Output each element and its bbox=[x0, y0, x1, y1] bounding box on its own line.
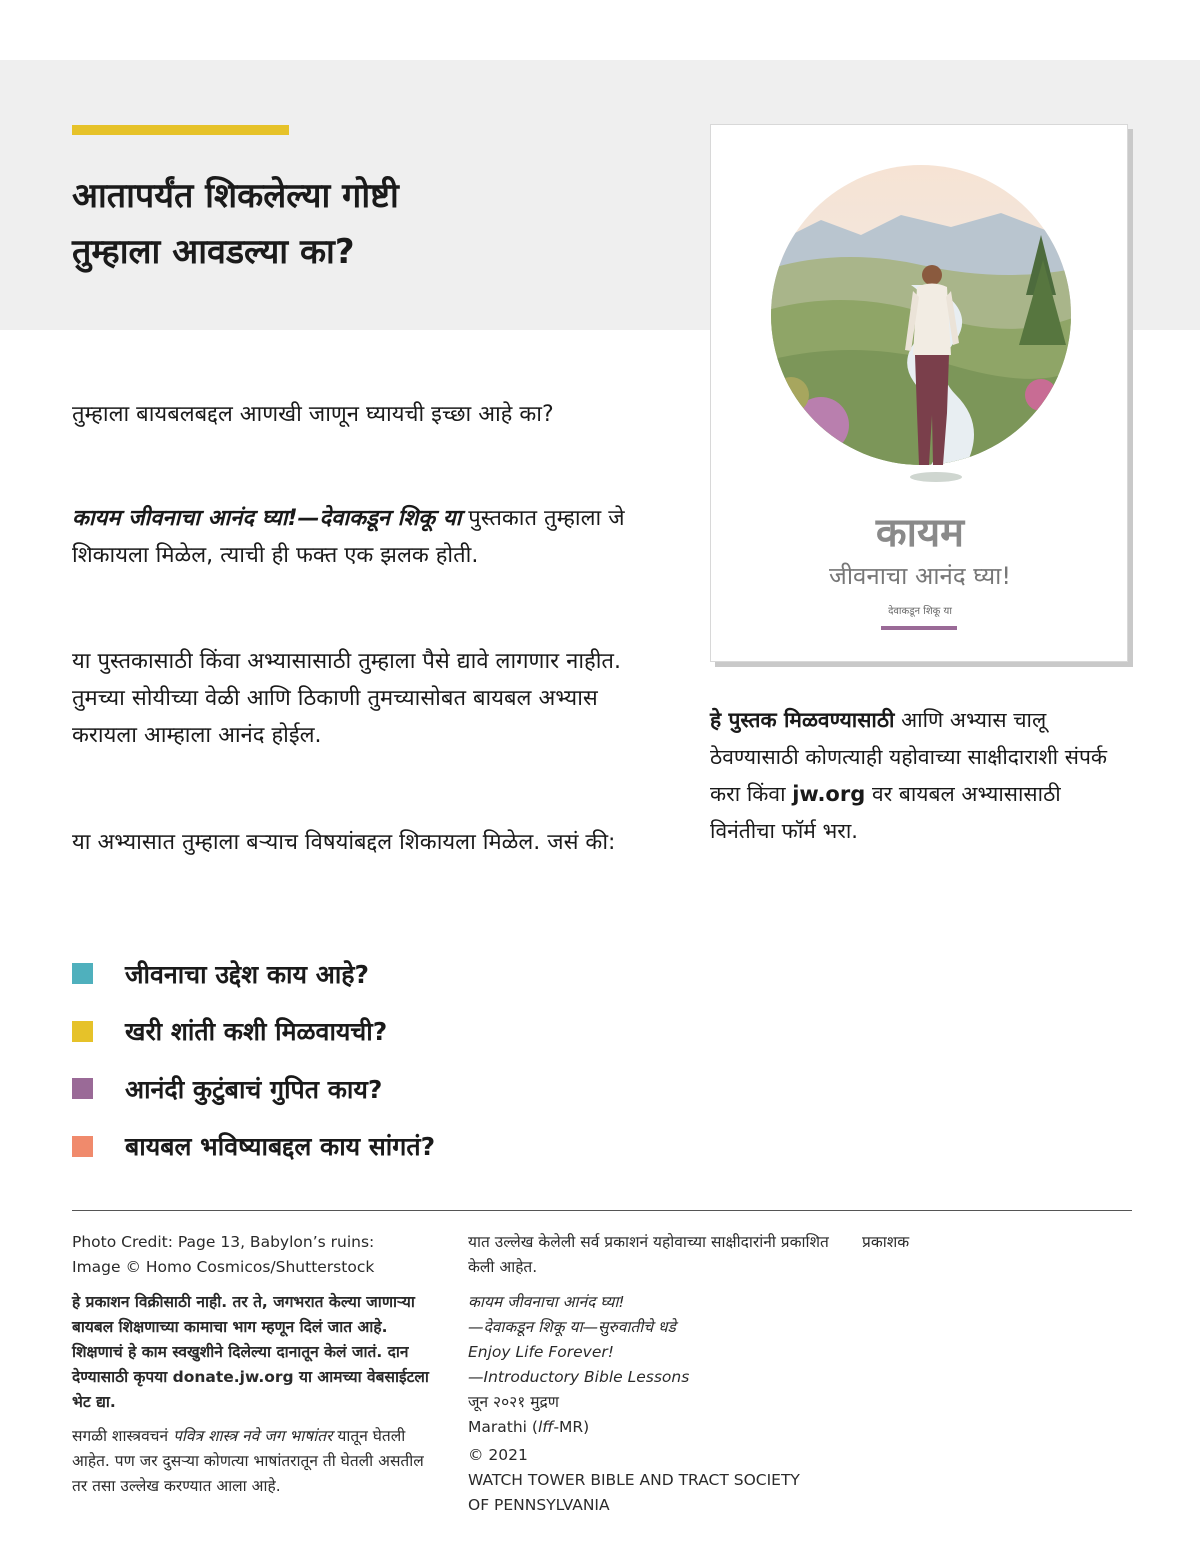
language-post: -MR) bbox=[553, 1418, 590, 1436]
printing-date: जून २०२१ मुद्रण bbox=[468, 1393, 559, 1411]
square-marker-icon bbox=[72, 1078, 93, 1099]
get-book-text1: आणि अभ्यास चालू ठेवण्यासाठी कोणत्याही यहोवाच्या साक्षीदाराशी संपर्क करा किंवा bbox=[710, 708, 1108, 806]
photo-credit-line1: Photo Credit: Page 13, Babylon’s ruins: bbox=[72, 1233, 375, 1251]
book-cover bbox=[710, 124, 1128, 662]
cover-underline bbox=[881, 626, 957, 630]
square-marker-icon bbox=[72, 1136, 93, 1157]
square-marker-icon bbox=[72, 963, 93, 984]
english-title-line2: —Introductory Bible Lessons bbox=[468, 1368, 690, 1386]
book-paragraph-text: पुस्तकात तुम्हाला जे शिकायला मिळेल, त्याची ही फक्त एक झलक होती. bbox=[72, 506, 625, 568]
get-book-paragraph bbox=[710, 702, 1130, 850]
page-title-line1: आतापर्यंत शिकलेल्या गोष्टी bbox=[72, 176, 399, 216]
language-code: lff bbox=[537, 1418, 554, 1436]
book-paragraph bbox=[72, 500, 642, 574]
list-item bbox=[72, 1118, 672, 1176]
donation-text: हे प्रकाशन विक्रीसाठी नाही. तर ते, जगभरात केल्या जाणाऱ्या बायबल शिक्षणाच्या कामाचा भाग म्हणून दिलं जात आहे. शिक्षणाचं हे काम स्वखुशीने दिलेल्या दानातून केलं जातं. दान देण्यासाठी कृपया bbox=[72, 1293, 415, 1386]
topic-text: आनंदी कुटुंबाचं गुपित काय? bbox=[125, 1074, 383, 1104]
copyright-block bbox=[468, 1443, 838, 1518]
cover-illustration bbox=[751, 165, 1091, 505]
scripture-pre: सगळी शास्त्रवचनं bbox=[72, 1427, 174, 1445]
get-book-text2: वर बायबल अभ्यासासाठी विनंतीचा फॉर्म भरा. bbox=[710, 782, 1061, 843]
society-line2: OF PENNSYLVANIA bbox=[468, 1496, 610, 1514]
donation-notice bbox=[72, 1290, 432, 1415]
cover-title: कायम bbox=[875, 510, 965, 556]
publications-note: यात उल्लेख केलेली सर्व प्रकाशनं यहोवाच्या साक्षीदारांनी प्रकाशित केली आहेत. bbox=[468, 1233, 829, 1276]
list-item bbox=[72, 1060, 672, 1118]
intro-paragraph: तुम्हाला बायबलबद्दल आणखी जाणून घ्यायची इच्छा आहे का? bbox=[72, 402, 554, 427]
footer-divider bbox=[72, 1210, 1132, 1211]
topic-list bbox=[72, 945, 672, 1175]
accent-bar bbox=[72, 125, 289, 135]
language-line bbox=[468, 1418, 589, 1436]
photo-credit-line2: Image © Homo Cosmicos/Shutterstock bbox=[72, 1258, 375, 1276]
free-study-paragraph: या पुस्तकासाठी किंवा अभ्यासासाठी तुम्हाला पैसे द्यावे लागणार नाहीत. तुमच्या सोयीच्या वेळी आणि ठिकाणी तुमच्यासोबत बायबल अभ्यास करायला आम्हाला आनंद होईल. bbox=[72, 649, 621, 748]
cover-subtitle: जीवनाचा आनंद घ्या! bbox=[829, 562, 1011, 590]
square-marker-icon bbox=[72, 1021, 93, 1042]
list-item bbox=[72, 1003, 672, 1061]
topics-intro: या अभ्यासात तुम्हाला बऱ्याच विषयांबद्दल शिकायला मिळेल. जसं की: bbox=[72, 830, 616, 855]
scripture-notice bbox=[72, 1424, 432, 1499]
book-title: कायम जीवनाचा आनंद घ्या!—देवाकडून शिकू या bbox=[72, 506, 462, 531]
photo-credit bbox=[72, 1230, 432, 1280]
cover-small-text: देवाकडून शिकू या bbox=[888, 606, 952, 617]
scripture-post: यातून घेतली आहेत. पण जर दुसऱ्या कोणत्या भाषांतरातून ती घेतली असतील तर तसा उल्लेख करण्यात आला आहे. bbox=[72, 1427, 424, 1495]
marathi-title-line1: कायम जीवनाचा आनंद घ्या! bbox=[468, 1293, 625, 1311]
language-pre: Marathi ( bbox=[468, 1418, 538, 1436]
publisher-label: प्रकाशक bbox=[862, 1233, 910, 1251]
topic-text: जीवनाचा उद्देश काय आहे? bbox=[125, 959, 370, 989]
get-book-bold: हे पुस्तक मिळवण्यासाठी bbox=[710, 708, 895, 732]
marathi-title-line2: —देवाकडून शिकू या—सुरुवातीचे धडे bbox=[468, 1318, 676, 1336]
page-title bbox=[72, 168, 632, 280]
jw-org-link[interactable]: jw.org bbox=[792, 782, 866, 806]
english-title-line1: Enjoy Life Forever! bbox=[468, 1343, 614, 1361]
topic-text: खरी शांती कशी मिळवायची? bbox=[125, 1017, 388, 1047]
copyright: © 2021 bbox=[468, 1446, 528, 1464]
donation-end: या आमच्या वेबसाईटला भेट द्या. bbox=[72, 1368, 429, 1411]
page-title-line2: तुम्हाला आवडल्या का? bbox=[72, 232, 355, 272]
publication-details bbox=[468, 1290, 838, 1440]
donate-link[interactable]: donate.jw.org bbox=[172, 1368, 294, 1386]
scripture-bible-title: पवित्र शास्त्र नवे जग भाषांतर bbox=[173, 1427, 333, 1445]
society-line1: WATCH TOWER BIBLE AND TRACT SOCIETY bbox=[468, 1471, 800, 1489]
list-item bbox=[72, 945, 672, 1003]
topic-text: बायबल भविष्याबद्दल काय सांगतं? bbox=[125, 1132, 436, 1162]
